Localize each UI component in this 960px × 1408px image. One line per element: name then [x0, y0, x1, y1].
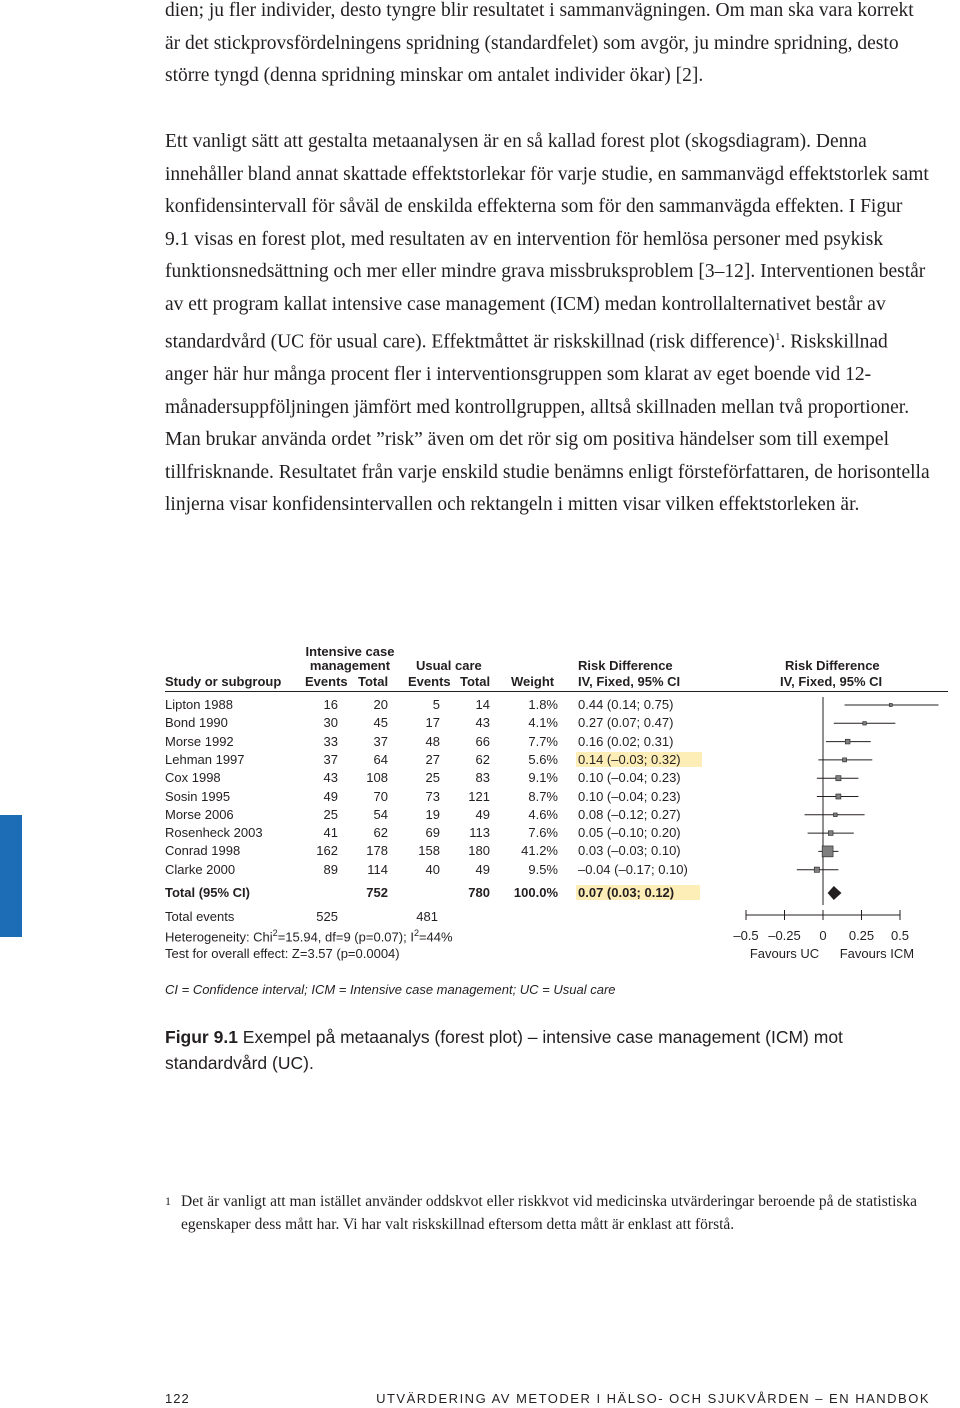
cell-t1: 114	[367, 861, 388, 877]
figure-label: Figur 9.1	[165, 1027, 238, 1047]
cell-rd: 0.27 (0.07; 0.47)	[578, 715, 674, 731]
cell-study: Cox 1998	[165, 770, 221, 786]
running-footer: UTVÄRDERING AV METODER I HÄLSO- OCH SJUKVÅRDEN – EN HANDBOK	[376, 1391, 930, 1406]
cell-e1: 16	[323, 697, 338, 712]
cell-t1: 70	[373, 788, 388, 804]
cell-e2: 158	[418, 843, 440, 859]
paragraph-2-part-a: Ett vanligt sätt att gestalta metaanalysen är en så kallad forest plot (skogsdiagram). Denna innehåller bland annat skattade effektstorlekar för varje studie, en sammanvägd effektstorlek samt konfidensintervall för såväl de enskilda effekterna som för den sammanvägda effekten. I Figur 9.1 visas en forest plot, med resultaten av en intervention för hemlösa personer med psykisk funktionsnedsättning och mer eller mindre grava missbruksproblem [3–12]. Interventionen består av ett program kallat intensive case management (ICM) medan kontrollalternativet består av standardvård (UC för usual care). Effektmåttet är riskskillnad (risk difference)	[165, 131, 929, 353]
cell-study: Bond 1990	[165, 715, 228, 731]
cell-t1: 178	[366, 843, 388, 859]
cell-t2: 180	[468, 843, 490, 859]
header-uc-group: Usual care	[416, 658, 482, 673]
cell-rd: 0.08 (–0.12; 0.27)	[578, 806, 681, 822]
footnote	[165, 1190, 925, 1236]
effect-square	[843, 758, 847, 762]
cell-weight: 41.2%	[521, 843, 558, 859]
total-label: Total (95% CI)	[165, 885, 250, 900]
cell-study: Morse 1992	[165, 733, 234, 749]
header-plot-title: Risk Difference	[785, 658, 880, 673]
cell-t2: 14	[475, 697, 490, 712]
header-uc-events: Events	[408, 674, 451, 689]
cell-study: Clarke 2000	[165, 861, 236, 877]
cell-e2: 19	[425, 806, 440, 822]
cell-weight: 4.6%	[528, 806, 558, 822]
cell-study: Lehman 1997	[165, 751, 245, 767]
cell-rd: 0.05 (–0.10; 0.20)	[578, 825, 681, 841]
cell-rd: 0.44 (0.14; 0.75)	[578, 697, 674, 712]
cell-e2: 27	[425, 751, 440, 767]
cell-study: Lipton 1988	[165, 697, 233, 712]
effect-square	[863, 722, 866, 725]
cell-t1: 45	[373, 715, 388, 731]
cell-t2: 49	[475, 861, 490, 877]
effect-square	[836, 776, 841, 781]
cell-weight: 1.8%	[528, 697, 558, 712]
x-tick-label: –0.25	[768, 928, 801, 943]
heterogeneity-sup1: 2	[272, 928, 278, 938]
effect-square	[889, 704, 892, 707]
cell-e2: 40	[425, 861, 440, 877]
paragraph-2-part-b: . Riskskillnad anger här hur många procent fler i interventionsgruppen som klarat av eget boende vid 12-månadersuppföljningen jämfört med kontrollgruppen, alltså skillnaden mellan två proportioner. Man brukar använda ordet ”risk” även om det rör sig om positiva händelser som till exempel tillfrisknande. Resultatet från varje enskild studie benämns enligt försteförfattaren, de horisontella linjerna visar konfidensintervallen och rektangeln i mitten visar vilken effektstorleken är.	[165, 331, 930, 515]
cell-weight: 4.1%	[528, 715, 558, 731]
cell-study: Rosenheck 2003	[165, 825, 263, 841]
cell-t2: 66	[475, 733, 490, 749]
effect-square	[836, 794, 841, 799]
footnote-ref: 1	[775, 331, 781, 343]
favours-left-label: Favours UC	[749, 946, 820, 961]
header-plot-method: IV, Fixed, 95% CI	[780, 674, 883, 689]
total-icm: 752	[366, 885, 388, 900]
cell-e1: 43	[323, 770, 338, 786]
pooled-diamond	[828, 886, 842, 900]
cell-t1: 64	[373, 751, 388, 767]
header-study: Study or subgroup	[165, 674, 282, 689]
cell-rd: 0.14 (–0.03; 0.32)	[576, 752, 702, 767]
cell-e2: 25	[425, 770, 440, 786]
favours-right-label: Favours ICM	[839, 946, 915, 961]
cell-rd: 0.10 (–0.04; 0.23)	[578, 770, 681, 786]
cell-e1: 49	[323, 788, 338, 804]
header-icm-total: Total	[358, 674, 389, 689]
effect-square	[845, 739, 850, 744]
cell-e1: 25	[323, 806, 338, 822]
heterogeneity-sup2: 2	[413, 928, 419, 938]
total-events-icm: 525	[316, 909, 338, 924]
effect-square	[828, 831, 833, 836]
cell-weight: 5.6%	[528, 751, 558, 767]
cell-t2: 62	[475, 751, 490, 767]
cell-rd: 0.03 (–0.03; 0.10)	[578, 843, 681, 859]
cell-t1: 108	[366, 770, 388, 786]
cell-t2: 113	[469, 825, 490, 841]
footnote-number: 1	[165, 1194, 171, 1208]
cell-study: Sosin 1995	[165, 788, 231, 804]
header-icm-group: Intensive case management	[305, 644, 395, 673]
cell-t1: 62	[373, 825, 388, 841]
cell-e2: 5	[432, 697, 440, 712]
cell-t2: 83	[475, 770, 490, 786]
cell-e2: 69	[425, 825, 440, 841]
header-icm-events: Events	[305, 674, 348, 689]
cell-study: Morse 2006	[165, 806, 234, 822]
cell-t2: 121	[468, 788, 490, 804]
x-tick-label: –0.5	[733, 928, 759, 943]
heterogeneity-middle: =15.94, df=9 (p=0.07); I	[277, 929, 414, 945]
cell-e1: 41	[323, 825, 338, 841]
effect-square	[822, 846, 833, 857]
cell-weight: 8.7%	[528, 788, 558, 804]
cell-e1: 37	[323, 751, 338, 767]
figure-caption	[165, 1024, 925, 1076]
cell-rd: 0.10 (–0.04; 0.23)	[578, 788, 681, 804]
header-rd-method: IV, Fixed, 95% CI	[578, 674, 681, 689]
total-events-uc: 481	[416, 909, 438, 924]
cell-t2: 49	[475, 806, 490, 822]
cell-t1: 54	[373, 806, 388, 822]
x-tick-label: 0.5	[890, 928, 910, 943]
cell-e1: 30	[323, 715, 338, 731]
x-tick-label: 0	[819, 928, 827, 943]
cell-e1: 89	[323, 861, 338, 877]
effect-square	[833, 813, 837, 817]
paragraph-1-text: dien; ju fler individer, desto tyngre blir resultatet i sammanvägningen. Om man ska vara korrekt är det stickprovsfördelningens spridning (standardfelet) som avgör, ju mindre spridning, desto större tyngd (denna spridning minskar om antalet individer ökar) [2].	[165, 0, 914, 86]
footnote-text: Det är vanligt att man istället använder oddskvot eller riskkvot vid medicinska utvärderingar beroende på de statistiska egenskaper dess mått har. Vi har valt riskskillnad eftersom detta mått är enklast att förstå.	[181, 1193, 918, 1233]
cell-rd: –0.04 (–0.17; 0.10)	[578, 861, 688, 877]
cell-e1: 33	[323, 733, 338, 749]
heterogeneity-prefix: Heterogeneity: Chi	[165, 929, 273, 945]
cell-weight: 7.6%	[528, 825, 558, 841]
ci-note: CI = Confidence interval; ICM = Intensive case management; UC = Usual care	[165, 982, 616, 997]
total-uc: 780	[468, 885, 490, 900]
overall-effect: Test for overall effect: Z=3.57 (p=0.0004)	[165, 946, 400, 961]
cell-e1: 162	[316, 843, 338, 859]
page-number: 122	[165, 1391, 190, 1406]
header-weight: Weight	[511, 674, 555, 689]
cell-rd: 0.16 (0.02; 0.31)	[578, 733, 674, 749]
total-rd: 0.07 (0.03; 0.12)	[576, 885, 700, 900]
cell-t2: 43	[475, 715, 490, 731]
cell-weight: 7.7%	[528, 733, 558, 749]
figure-text: Exempel på metaanalys (forest plot) – intensive case management (ICM) mot standardvård (UC).	[165, 1027, 843, 1073]
cell-study: Conrad 1998	[165, 843, 241, 859]
header-rd-title: Risk Difference	[578, 658, 673, 673]
cell-e2: 48	[425, 733, 440, 749]
cell-weight: 9.1%	[528, 770, 558, 786]
x-tick-label: 0.25	[848, 928, 875, 943]
cell-e2: 73	[425, 788, 440, 804]
total-weight: 100.0%	[513, 885, 558, 900]
cell-t1: 20	[373, 697, 388, 712]
cell-t1: 37	[373, 733, 388, 749]
cell-weight: 9.5%	[528, 861, 558, 877]
effect-square	[814, 867, 819, 872]
cell-e2: 17	[425, 715, 440, 731]
total-events-label: Total events	[165, 909, 235, 924]
heterogeneity-suffix: =44%	[418, 929, 453, 945]
header-uc-total: Total	[460, 674, 491, 689]
